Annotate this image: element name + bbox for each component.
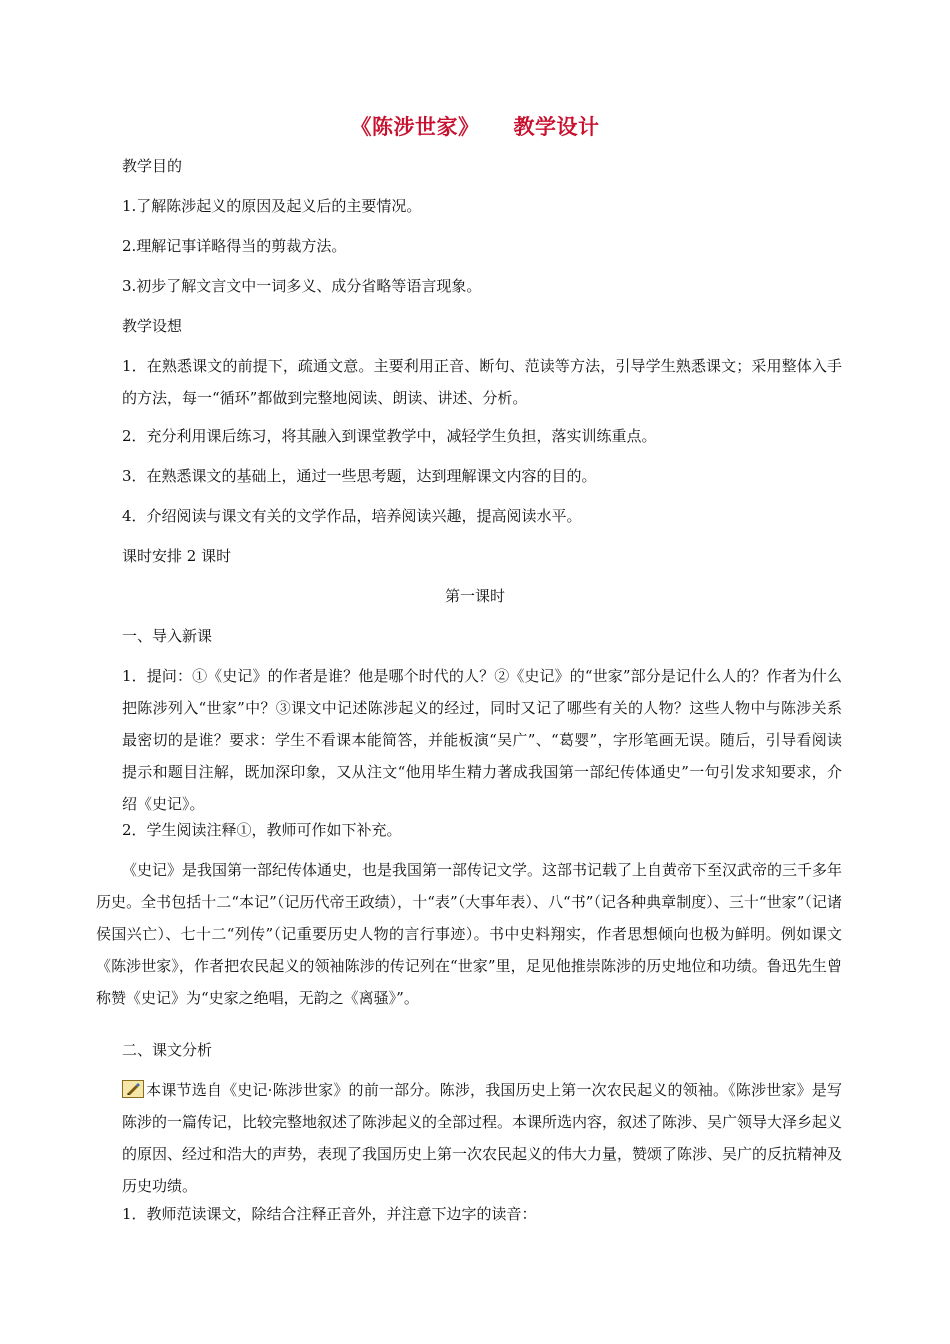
page-title bbox=[0, 111, 950, 141]
note-icon bbox=[122, 1080, 144, 1098]
objective-item: 1.了解陈涉起义的原因及起义后的主要情况。 bbox=[122, 197, 422, 215]
schedule-text: 课时安排 2 课时 bbox=[122, 547, 232, 565]
concept-item: 4．介绍阅读与课文有关的文学作品，培养阅读兴趣，提高阅读水平。 bbox=[122, 507, 582, 525]
section-heading: 一、导入新课 bbox=[122, 627, 213, 645]
objective-item: 3.初步了解文言文中一词多义、成分省略等语言现象。 bbox=[122, 277, 482, 295]
concept-item: 1．在熟悉课文的前提下，疏通文意。主要利用正音、断句、范读等方法，引导学生熟悉课文；采用整体入手的方法，每一“循环”都做到完整地阅读、朗读、讲述、分析。 bbox=[122, 357, 842, 407]
concept-item: 2．充分利用课后练习，将其融入到课堂教学中，减轻学生负担，落实训练重点。 bbox=[122, 427, 657, 445]
intro-paragraph bbox=[122, 1074, 842, 1202]
concept-heading: 教学设想 bbox=[122, 317, 183, 335]
intro-text: 本课节选自《史记·陈涉世家》的前一部分。陈涉，我国历史上第一次农民起义的领袖。《陈涉世家》是写陈涉的一篇传记，比较完整地叙述了陈涉起义的全部过程。本课所选内容，叙述了陈涉、吴广领导大泽乡起义的原因、经过和浩大的声势，表现了我国历史上第一次农民起义的伟大力量，赞颂了陈涉、吴广的反抗精神及历史功绩。 bbox=[122, 1081, 843, 1195]
lesson-paragraph: 2．学生阅读注释①，教师可作如下补充。 bbox=[122, 821, 402, 839]
supplement-paragraph: 《史记》是我国第一部纪传体通史，也是我国第一部传记文学。这部书记载了上自黄帝下至汉武帝的三千多年历史。全书包括十二“本记”（记历代帝王政绩），十“表”（大事年表）、八“书”（记各种典章制度）、三十“世家”（记诸侯国兴亡）、七十二“列传”（记重要历史人物的言行事迹）。书中史料翔实，作者思想倾向也极为鲜明。例如课文《陈涉世家》，作者把农民起义的领袖陈涉的传记列在“世家”里，足见他推崇陈涉的历史地位和功绩。鲁迅先生曾称赞《史记》为“史家之绝唱，无韵之《离骚》”。 bbox=[96, 861, 843, 1007]
objectives-heading: 教学目的 bbox=[122, 157, 183, 175]
title-main: 《陈涉世家》 bbox=[350, 114, 480, 139]
lesson-paragraph: 1．教师范读课文，除结合注释正音外，并注意下边字的读音： bbox=[122, 1205, 537, 1223]
concept-item: 3．在熟悉课文的基础上，通过一些思考题，达到理解课文内容的目的。 bbox=[122, 467, 597, 485]
lesson-paragraph: 1．提问：①《史记》的作者是谁？他是哪个时代的人？②《史记》的“世家”部分是记什么人的？作者为什么把陈涉列入“世家”中？③课文中记述陈涉起义的经过，同时又记了哪些有关的人物？这些人物中与陈涉关系最密切的是谁？要求：学生不看课本能简答，并能板演“吴广”、“葛婴”，字形笔画无误。随后，引导看阅读提示和题目注解，既加深印象，又从注文“他用毕生精力著成我国第一部纪传体通史”一句引发求知要求，介绍《史记》。 bbox=[122, 667, 842, 813]
title-sub: 教学设计 bbox=[513, 114, 600, 139]
section-heading: 二、课文分析 bbox=[122, 1041, 213, 1059]
lesson-heading: 第一课时 bbox=[444, 587, 505, 605]
objective-item: 2.理解记事详略得当的剪裁方法。 bbox=[122, 237, 347, 255]
